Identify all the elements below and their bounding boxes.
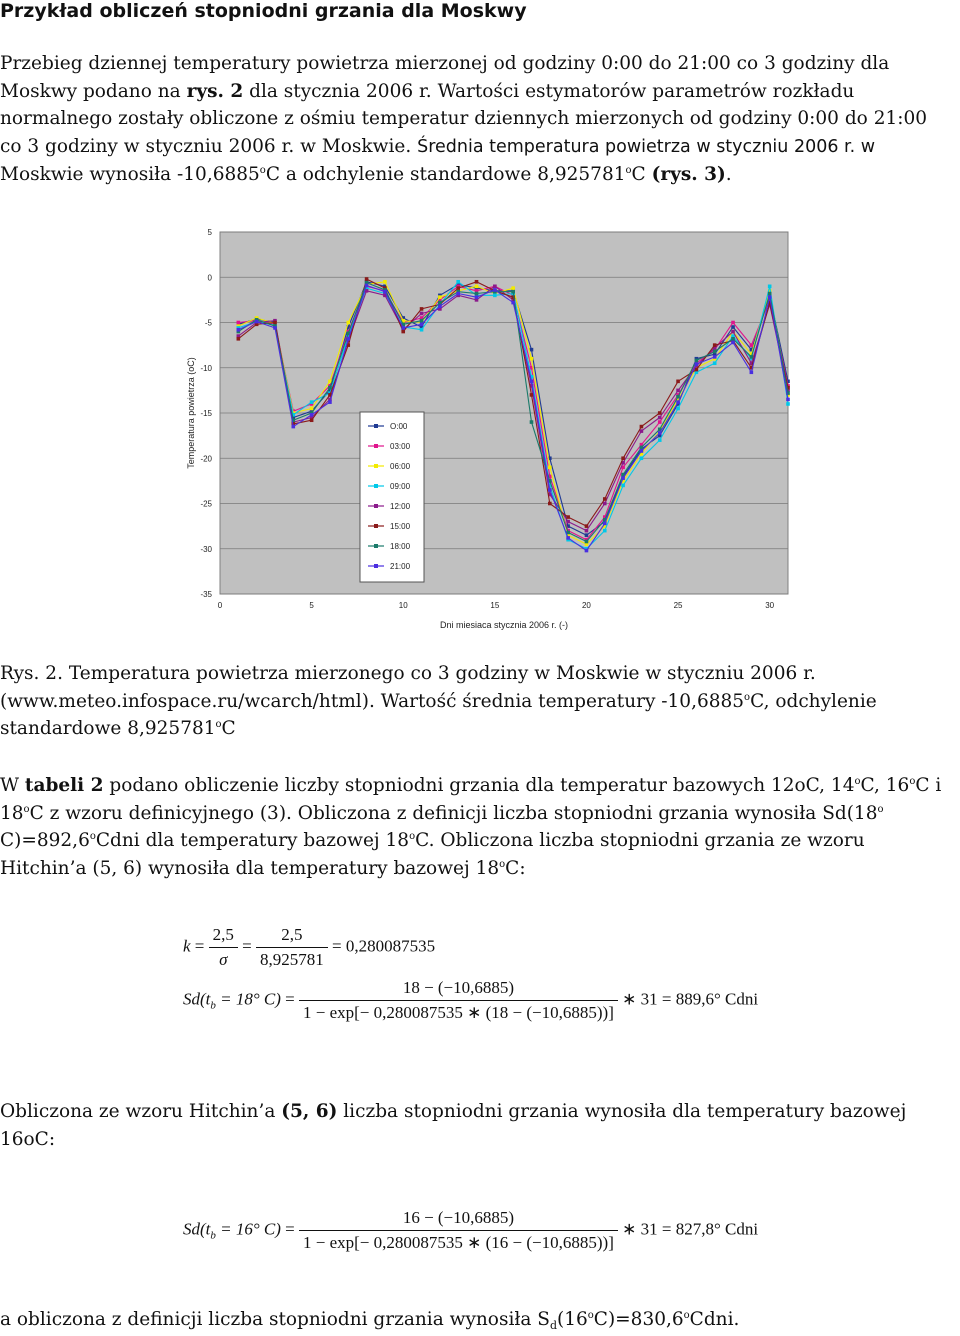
series-marker: [237, 321, 241, 325]
final-sub: d: [549, 1319, 557, 1332]
intro-fig-ref: rys. 2: [186, 80, 244, 102]
legend-label: 12:00: [390, 502, 411, 511]
caption-line-2c: C, odchylenie: [750, 690, 877, 712]
series-marker: [346, 321, 350, 325]
table-ref: tabeli 2: [24, 775, 104, 796]
y-tick-label: -35: [200, 590, 212, 599]
series-marker: [237, 337, 241, 341]
series-marker: [328, 400, 332, 404]
series-marker: [310, 400, 314, 404]
eq-numerator: 16 − (−10,6885): [402, 1208, 515, 1227]
degree-sup: o: [499, 858, 506, 870]
legend-swatch-marker: [374, 464, 378, 468]
intro-line-3: normalnego zostały obliczone z ośmiu temperatur dziennych mierzonych od godziny 0:00 do 21:00: [0, 108, 928, 129]
legend-label: 21:00: [390, 562, 411, 571]
eq-equals: =: [285, 989, 295, 1009]
degree-sup: o: [625, 165, 632, 176]
caption-line-3b: C: [221, 718, 236, 739]
intro-line-4a: co 3 godziny w styczniu 2006 r. w Moskwie.: [0, 135, 418, 157]
x-tick-label: 15: [490, 601, 500, 610]
y-tick-label: 5: [207, 228, 212, 237]
series-marker: [566, 515, 570, 519]
series-marker: [475, 285, 479, 289]
degree-sup: o: [23, 803, 30, 815]
eq-fraction: [299, 978, 618, 1023]
series-marker: [383, 280, 387, 284]
degree-sup: o: [259, 165, 266, 176]
final-line-a: a obliczona z definicji liczba stopniodni grzania wynosiła S: [0, 1309, 550, 1330]
x-tick-label: 20: [581, 601, 591, 610]
intro-line-2c: dla stycznia 2006 r. Wartości estymatorów parametrów rozkładu: [243, 80, 855, 102]
y-axis-label: Temperatura powietrza (oC): [186, 357, 196, 469]
x-tick-label: 0: [217, 601, 223, 610]
series-marker: [511, 301, 515, 305]
y-tick-label: -10: [200, 363, 212, 373]
series-marker: [530, 380, 534, 384]
series-marker: [566, 536, 570, 540]
legend-swatch-marker: [374, 484, 378, 488]
y-tick-label: -15: [200, 409, 212, 418]
series-marker: [530, 348, 534, 352]
caption-line-3a: standardowe 8,925781: [0, 718, 216, 739]
eq-result: ∗ 31 = 889,6° Cdni: [622, 989, 759, 1009]
series-marker: [420, 312, 424, 316]
series-marker: [530, 393, 534, 397]
degree-sup: o: [409, 831, 416, 842]
series-marker: [566, 520, 570, 524]
degree-sup: o: [683, 1310, 690, 1321]
series-marker: [585, 529, 589, 533]
series-marker: [585, 540, 589, 544]
series-marker: [585, 549, 589, 553]
eq-result: ∗ 31 = 827,8° Cdni: [622, 1219, 759, 1239]
caption-line-1: Rys. 2. Temperatura powietrza mierzonego co 3 godziny w Moskwie w styczniu 2006 r.: [0, 663, 816, 684]
series-marker: [475, 280, 479, 284]
series-marker: [731, 325, 735, 329]
body1-line-1e: C i: [915, 775, 942, 796]
series-marker: [365, 277, 369, 281]
series-marker: [731, 337, 735, 341]
body2-line-1a: Obliczona ze wzoru Hitchin’a: [0, 1101, 282, 1122]
series-marker: [768, 285, 772, 289]
eq-denominator: 1 − exp[− 0,280087535 ∗ (16 − (−10,6885))]: [299, 1230, 618, 1253]
degree-sup: o: [854, 776, 861, 787]
legend-label: 15:00: [390, 522, 411, 531]
eq-equals: =: [242, 936, 252, 956]
eq-lhs: Sd(t: [183, 989, 211, 1009]
legend-label: O:00: [390, 422, 408, 431]
series-marker: [640, 446, 644, 450]
body1-line-1c: podano obliczenie liczby stopniodni grzania dla temperatur bazowych 12oC, 14: [103, 775, 855, 796]
series-marker: [420, 307, 424, 311]
eq-denominator: 1 − exp[− 0,280087535 ∗ (18 − (−10,6885))]: [299, 1000, 618, 1023]
eq-fraction-sigma: [209, 925, 238, 970]
series-marker: [310, 407, 314, 411]
eq-equals: =: [194, 936, 205, 956]
eq-denominator: 8,925781: [256, 947, 328, 970]
intro-line-5b: C a odchylenie standardowe 8,925781: [265, 164, 626, 185]
series-marker: [475, 292, 479, 296]
series-marker: [383, 290, 387, 294]
series-marker: [310, 418, 314, 422]
series-marker: [658, 431, 662, 435]
eq-lhs-tail: = 16° C): [215, 1219, 281, 1239]
series-marker: [621, 484, 625, 488]
eq-lhs-sub: b: [210, 1229, 216, 1242]
intro-line-2a: Moskwy podano na: [0, 80, 187, 102]
series-marker: [438, 301, 442, 305]
series-marker: [750, 370, 754, 374]
y-tick-label: -20: [200, 454, 212, 464]
series-marker: [493, 288, 497, 292]
series-marker: [585, 524, 589, 528]
series-marker: [511, 286, 515, 290]
series-marker: [493, 294, 497, 298]
series-marker: [603, 502, 607, 506]
equation-k: [183, 925, 435, 970]
body1-line-3b: Cdni dla temperatury bazowej 18: [95, 830, 410, 851]
series-marker: [713, 350, 717, 354]
series-marker: [676, 380, 680, 384]
series-marker: [310, 413, 314, 417]
series-marker: [438, 304, 442, 308]
series-marker: [456, 286, 460, 290]
legend-swatch-marker: [374, 504, 378, 508]
x-tick-label: 10: [398, 601, 408, 610]
series-marker: [695, 362, 699, 366]
series-marker: [621, 456, 625, 460]
intro-line-5a: Moskwie wynosiła -10,6885: [0, 164, 260, 185]
body1-line-2b: C z wzoru definicyjnego (3). Obliczona z definicji liczba stopniodni grzania wynosiła Sd(18: [29, 802, 878, 824]
body2-line-2: 16oC:: [0, 1128, 56, 1150]
degree-sup: o: [909, 776, 916, 787]
series-marker: [786, 398, 790, 402]
intro-line-4b: Średnia temperatura powietrza w styczniu 2006 r. w: [417, 136, 876, 157]
series-marker: [750, 355, 754, 359]
y-tick-label: -5: [204, 318, 212, 328]
series-marker: [420, 319, 424, 323]
series-marker: [768, 292, 772, 296]
legend-label: 18:00: [390, 542, 411, 551]
series-marker: [438, 295, 442, 299]
series-marker: [365, 284, 369, 288]
series-marker: [603, 497, 607, 501]
intro-line-5e: .: [725, 164, 732, 185]
legend-label: 06:00: [390, 462, 411, 471]
series-marker: [695, 359, 699, 363]
series-marker: [786, 402, 790, 406]
body1-line-3c: C. Obliczona liczba stopniodni grzania ze wzoru: [415, 830, 865, 851]
final-line-d: Cdni.: [689, 1309, 740, 1330]
series-marker: [676, 389, 680, 393]
eq-lhs: Sd(t: [183, 1219, 211, 1239]
x-tick-label: 5: [309, 601, 314, 610]
series-marker: [585, 533, 589, 537]
x-axis-label: Dni miesiaca stycznia 2006 r. (-): [439, 620, 569, 630]
legend-swatch-marker: [374, 544, 378, 548]
intro-fig3-ref: (rys. 3): [651, 164, 726, 185]
body1-line-1d: C, 16: [860, 775, 910, 796]
page-title: Przykład obliczeń stopniodni grzania dla Moskwy: [0, 0, 527, 22]
series-marker: [658, 420, 662, 424]
body1-line-1a: W: [0, 775, 25, 796]
eq-result: = 0,280087535: [331, 936, 436, 956]
body1-line-3a: C)=892,6: [0, 830, 90, 851]
eq-numerator: 2,5: [212, 925, 234, 944]
legend-label: 03:00: [390, 442, 411, 451]
formula-ref: (5, 6): [281, 1101, 338, 1122]
legend-box: [360, 412, 424, 582]
series-marker: [456, 292, 460, 296]
y-tick-label: -25: [200, 499, 212, 509]
body2-line-1c: liczba stopniodni grzania wynosiła dla temperatury bazowej: [337, 1101, 907, 1122]
series-marker: [420, 323, 424, 327]
body1-line-4a: Hitchin’a (5, 6) wynosiła dla temperatury bazowej 18: [0, 857, 500, 879]
x-tick-label: 30: [765, 601, 775, 610]
intro-line-5c: C: [631, 164, 652, 185]
degree-sup: o: [744, 691, 751, 703]
eq-fraction-value: [256, 925, 328, 970]
series-marker: [530, 420, 534, 424]
series-marker: [420, 328, 424, 332]
series-marker: [713, 355, 717, 359]
eq-denominator: σ: [209, 947, 238, 970]
eq-numerator: 2,5: [281, 925, 303, 944]
caption-line-2a: (www.meteo.infospace.ru/wcarch/html).: [0, 690, 381, 712]
series-marker: [676, 400, 680, 404]
legend-swatch-marker: [374, 424, 378, 428]
legend-swatch-marker: [374, 444, 378, 448]
series-marker: [713, 343, 717, 347]
series-marker: [731, 321, 735, 325]
series-marker: [511, 290, 515, 294]
series-marker: [750, 343, 754, 347]
caption-line-2b: Wartość średnia temperatury -10,6885: [380, 690, 745, 712]
series-marker: [621, 476, 625, 480]
series-marker: [346, 337, 350, 341]
final-line: [0, 1306, 960, 1334]
degree-sup: o: [587, 1310, 594, 1321]
series-marker: [768, 295, 772, 299]
series-marker: [640, 425, 644, 429]
series-marker: [548, 466, 552, 470]
body-paragraph-1: [0, 772, 960, 882]
series-marker: [676, 395, 680, 399]
series-marker: [456, 280, 460, 284]
series-marker: [475, 295, 479, 299]
series-marker: [401, 326, 405, 330]
body1-line-2a: 18: [0, 802, 24, 824]
intro-line-1: Przebieg dziennej temperatury powietrza mierzonej od godziny 0:00 do 21:00 co 3 godziny dla: [0, 53, 890, 74]
series-marker: [658, 416, 662, 420]
series-marker: [603, 529, 607, 533]
series-marker: [548, 488, 552, 492]
body-paragraph-2: [0, 1098, 960, 1153]
body1-line-4b: C:: [505, 857, 526, 879]
series-marker: [273, 326, 277, 330]
degree-sup: o: [215, 719, 222, 730]
legend-swatch-marker: [374, 524, 378, 528]
series-marker: [731, 330, 735, 334]
series-marker: [640, 456, 644, 460]
y-tick-label: -30: [200, 544, 212, 554]
series-marker: [493, 285, 497, 289]
series-marker: [530, 357, 534, 361]
eq-symbol-k: k: [183, 936, 191, 956]
series-marker: [291, 425, 295, 429]
legend-label: 09:00: [390, 482, 411, 491]
intro-paragraph: [0, 50, 960, 189]
equation-sd-18: [183, 978, 758, 1023]
y-tick-label: 0: [207, 273, 212, 283]
series-marker: [640, 449, 644, 453]
series-marker: [695, 368, 699, 372]
eq-lhs-sub: b: [210, 999, 216, 1012]
series-marker: [255, 320, 259, 324]
series-marker: [603, 522, 607, 526]
eq-fraction: [299, 1208, 618, 1253]
eq-lhs-tail: = 18° C): [215, 989, 281, 1009]
legend-swatch-marker: [374, 564, 378, 568]
x-tick-label: 25: [673, 601, 683, 610]
series-marker: [328, 386, 332, 390]
series-marker: [731, 341, 735, 345]
series-marker: [713, 361, 717, 365]
eq-numerator: 18 − (−10,6885): [402, 978, 515, 997]
chart-plot: [186, 228, 790, 630]
final-line-b: (16: [557, 1309, 588, 1330]
figure-caption: [0, 660, 960, 743]
temperature-chart: [180, 222, 800, 642]
final-line-c: C)=830,6: [593, 1309, 684, 1330]
eq-equals: =: [285, 1219, 295, 1239]
series-marker: [548, 502, 552, 506]
series-marker: [676, 407, 680, 411]
series-marker: [658, 438, 662, 442]
equation-sd-16: [183, 1208, 758, 1253]
series-marker: [401, 330, 405, 334]
degree-sup: o: [89, 831, 96, 842]
series-marker: [273, 321, 277, 325]
series-marker: [237, 328, 241, 332]
series-marker: [658, 411, 662, 415]
degree-sup: o: [877, 803, 884, 815]
